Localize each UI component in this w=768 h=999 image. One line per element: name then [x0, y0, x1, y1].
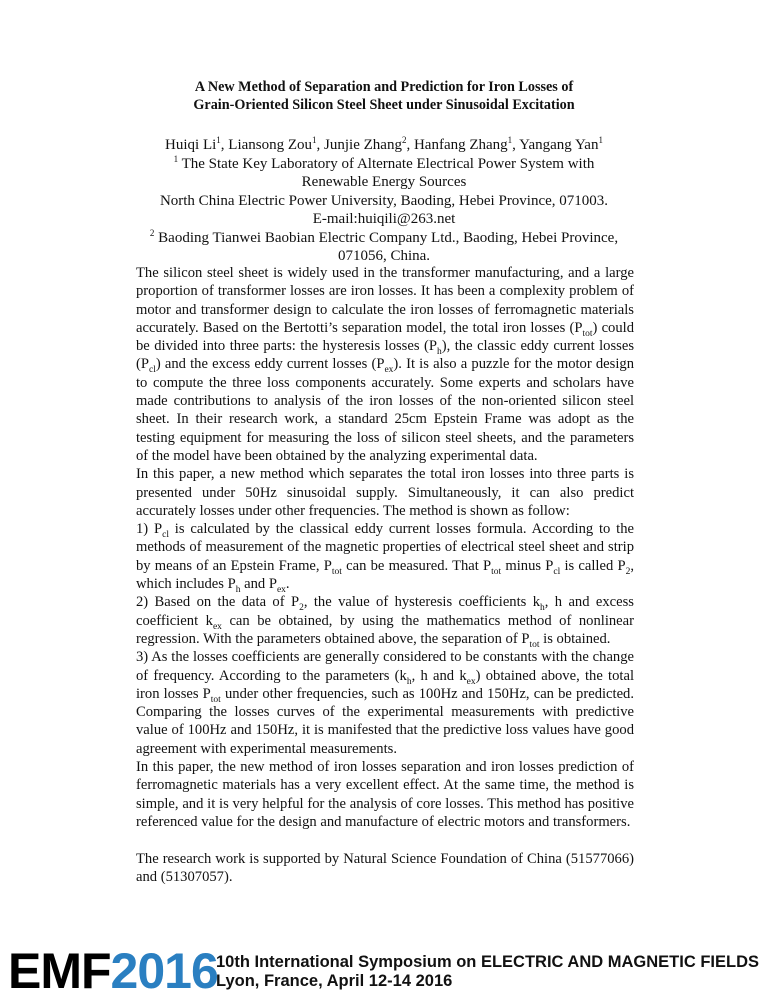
- symposium-location-date: Lyon, France, April 12-14 2016: [216, 972, 453, 990]
- paragraph-spacer: [136, 831, 634, 849]
- affiliation-1-line-2: Renewable Energy Sources: [301, 174, 467, 190]
- abstract-body: [136, 264, 634, 886]
- step-3: 3) As the losses coefficients are generally considered to be constants with the change of frequency. According to the parameters ($k_h$, h and $k_{ex}$) obtained above, the total iron losses $P_{tot}$ under other frequencies, such as 100Hz and 150Hz, can be predicted. Comparing the losses curves of the experimental measurements with predictive value of 100Hz and 150Hz, it is manifested that the predictive loss values have good agreement with experimental measurements.: [136, 649, 634, 757]
- conference-footer: [0, 920, 768, 999]
- paragraph-conclusion: In this paper, the new method of iron losses separation and iron losses prediction of ferromagnetic materials has a very excellent effect. At the same time, the method is simple, and it is very helpful for the analysis of core losses. This method has positive referenced value for the design and manufacture of electric motors and transformers.: [136, 759, 634, 830]
- paper-title: [100, 78, 668, 114]
- author-block: [100, 136, 668, 266]
- step-2: 2) Based on the data of $P_2$, the value of hysteresis coefficients $k_h$, h and excess coefficient $k_{ex}$ can be obtained, by using the mathematics method of nonlinear regression. With the parameters obtained above, the separation of $P_{tot}$ is obtained.: [136, 594, 634, 650]
- emf-logo: EMF2016: [8, 943, 218, 999]
- contact-email: E-mail:huiqili@263.net: [312, 211, 456, 227]
- symposium-title: 10th International Symposium on ELECTRIC AND MAGNETIC FIELDS: [216, 953, 760, 971]
- symposium-banner: [216, 953, 759, 991]
- affiliation-1: $^1$ The State Key Laboratory of Alternate Electrical Power System with: [173, 153, 595, 172]
- title-line-2: Grain-Oriented Silicon Steel Sheet under Sinusoidal Excitation: [193, 97, 575, 113]
- step-1: 1) $P_{cl}$ is calculated by the classical eddy current losses formula. According to the methods of measurement of the magnetic properties of electrical steel sheet and strip by means of an Epstein Frame, $P_{tot}$ can be measured. That $P_{tot}$ minus $P_{cl}$ is called $P_2$, which includes $P_h$ and $P_{ex}$.: [136, 521, 635, 595]
- paragraph-intro: The silicon steel sheet is widely used in the transformer manufacturing, and a large proportion of transformer losses are iron losses. It has been a complexity problem of motor and transformer design to calculate the iron losses of ferromagnetic materials accurately. Based on the Bertotti’s separation model, the total iron losses $(P_{tot})$ could be divided into three parts: the hysteresis losses $(P_h)$, the classic eddy current losses $(P_{cl})$ and the excess eddy current losses $(P_{ex})$. It is also a puzzle for the motor design to compute the three loss components accurately. Some experts and scholars have made contributions to analysis of the iron losses of the non-oriented silicon steel sheet. In their research work, a standard 25cm Epstein Frame was adopt as the testing equipment for measuring the loss of silicon steel sheets, and the parameters of the model have been obtained by the analyzing experimental data.: [136, 265, 634, 464]
- title-line-1: A New Method of Separation and Prediction for Iron Losses of: [194, 79, 574, 95]
- affiliation-2: $^2$ Baoding Tianwei Baobian Electric Company Ltd., Baoding, Hebei Province,: [149, 227, 619, 246]
- author-list: Huiqi Li$^1$, Liansong Zou$^1$, Junjie Zhang$^2$, Hanfang Zhang$^1$, Yangang Yan$^1$: [165, 135, 603, 153]
- affiliation-2-line-2: 071056, China.: [337, 248, 431, 264]
- affiliation-1-line-3: North China Electric Power University, Baoding, Hebei Province, 071003.: [159, 192, 609, 209]
- paragraph-method: In this paper, a new method which separates the total iron losses into three parts is presented under 50Hz sinusoidal supply. Simultaneously, it can also predict accurately losses under other frequencies. The method is shown as follow:: [136, 466, 634, 519]
- acknowledgement: The research work is supported by Natural Science Foundation of China (51577066) and (51307057).: [136, 850, 634, 885]
